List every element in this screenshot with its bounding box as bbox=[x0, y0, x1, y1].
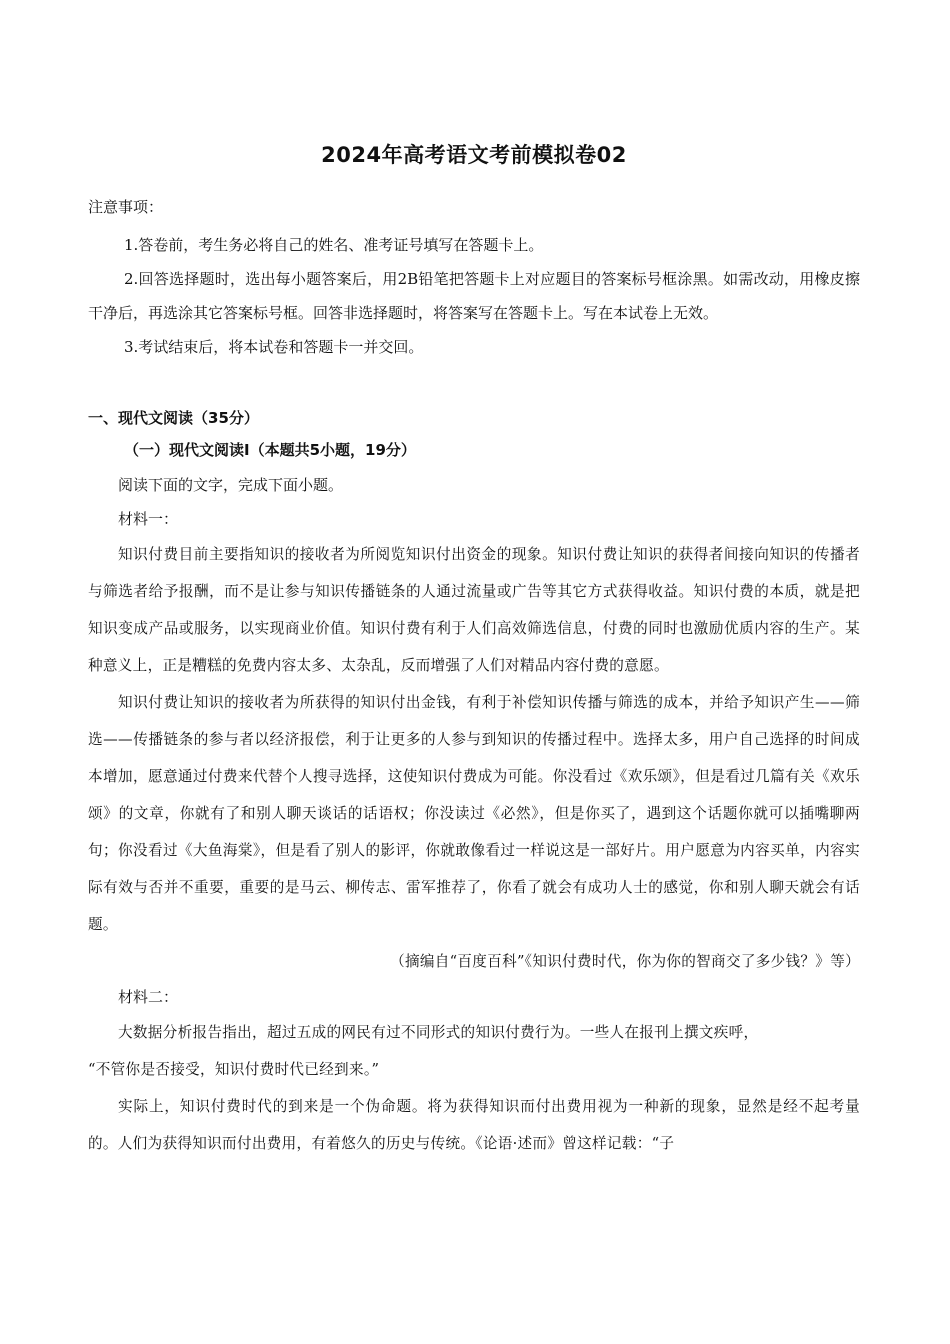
material-two-quote: “不管你是否接受，知识付费时代已经到来。” bbox=[88, 1061, 380, 1078]
material-one-paragraph-2: 知识付费让知识的接收者为所获得的知识付出金钱，有利于补偿知识传播与筛选的成本，并给予知识产生——筛选——传播链条的参与者以经济报偿，利于让更多的人参与到知识的传播过程中。选择太多，用户自己选择的时间成本增加，愿意通过付费来代替个人搜寻选择，这使知识付费成为可能。你没看过《欢乐颂》，但是看过几篇有关《欢乐颂》的文章，你就有了和别人聊天谈话的话语权；你没读过《必然》，但是你买了，遇到这个话题你就可以插嘴聊两句；你没看过《大鱼海棠》，但是看了别人的影评，你就敢像看过一样说这是一部好片。用户愿意为内容买单，内容实际有效与否并不重要，重要的是马云、柳传志、雷军推荐了，你看了就会有成功人士的感觉，你和别人聊天就会有话题。 bbox=[88, 694, 860, 933]
reading-instruction: 阅读下面的文字，完成下面小题。 bbox=[118, 476, 344, 494]
notice-item-2: 2.回答选择题时，选出每小题答案后，用2B铅笔把答题卡上对应题目的答案标号框涂黑。如需改动，用橡皮擦干净后，再选涂其它答案标号框。回答非选择题时，将答案写在答题卡上。写在本试卷上无效。 bbox=[88, 270, 860, 322]
exam-page bbox=[88, 140, 860, 1162]
material-one-source: （摘编自“百度百科”《知识付费时代，你为你的智商交了多少钱？》等） bbox=[390, 953, 860, 970]
notice-block bbox=[88, 194, 860, 364]
material-one-paragraph-1: 知识付费目前主要指知识的接收者为所阅览知识付出资金的现象。知识付费让知识的获得者间接向知识的传播者与筛选者给予报酬，而不是让参与知识传播链条的人通过流量或广告等其它方式获得收益。知识付费的本质，就是把知识变成产品或服务，以实现商业价值。知识付费有利于人们高效筛选信息，付费的同时也激励优质内容的生产。某种意义上，正是糟糕的免费内容太多、太杂乱，反而增强了人们对精品内容付费的意愿。 bbox=[88, 546, 860, 674]
sub-section-heading: （一）现代文阅读Ⅰ（本题共5小题，19分） bbox=[124, 441, 416, 459]
section-heading: 一、现代文阅读（35分） bbox=[88, 409, 259, 427]
material-two-paragraph-1: 大数据分析报告指出，超过五成的网民有过不同形式的知识付费行为。一些人在报刊上撰文疾呼， bbox=[118, 1024, 759, 1041]
material-two-label: 材料二： bbox=[118, 988, 179, 1006]
material-one-label: 材料一： bbox=[118, 510, 179, 528]
notice-item-1: 1.答卷前，考生务必将自己的姓名、准考证号填写在答题卡上。 bbox=[124, 236, 544, 254]
section-modern-reading bbox=[88, 402, 860, 1162]
material-two-paragraph-2: 实际上，知识付费时代的到来是一个伪命题。将为获得知识而付出费用视为一种新的现象，显然是经不起考量的。人们为获得知识而付出费用，有着悠久的历史与传统。《论语·述而》曾这样记载：“子 bbox=[88, 1098, 860, 1152]
notice-heading: 注意事项： bbox=[88, 198, 164, 216]
notice-item-3: 3.考试结束后，将本试卷和答题卡一并交回。 bbox=[124, 338, 424, 356]
page-title: 2024年高考语文考前模拟卷02 bbox=[321, 143, 627, 167]
